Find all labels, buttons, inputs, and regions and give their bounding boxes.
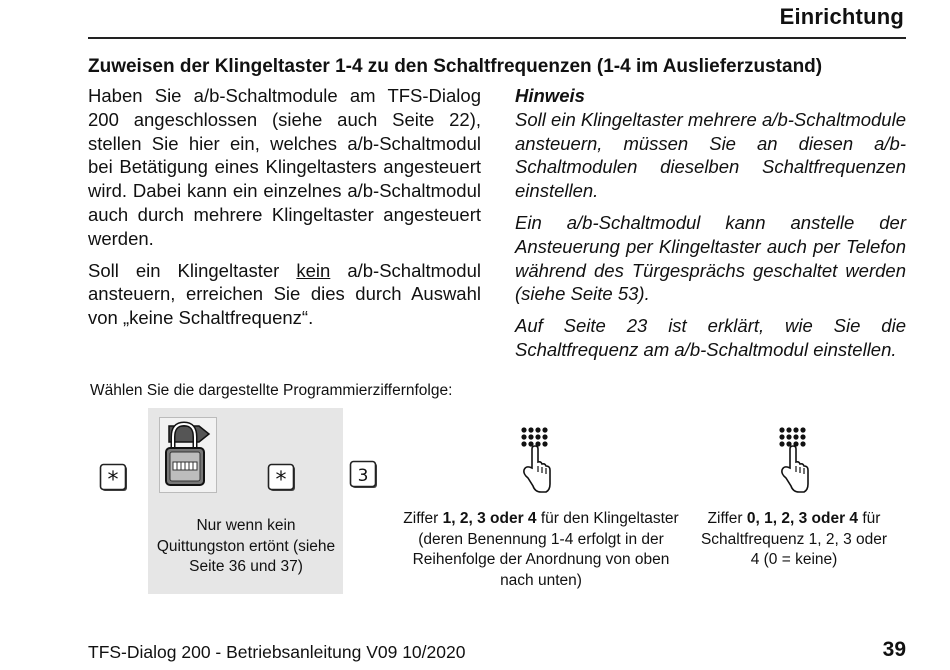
left-paragraph-1: Haben Sie a/b-Schaltmodule am TFS-Dialog 200 angeschlossen (siehe auch Seite 22), stellen Sie hier ein, welches a/b-Schaltmodul bei Betätigung eines Klingeltasters angesteuert wird. Dabei kann ein einzelnes a/b-Schaltmodul auch durch mehrere Klingeltaster angesteuert werden. [88,85,481,249]
sequence-prompt: Wählen Sie die dargestellte Programmierziffernfolge: [90,382,453,399]
left-column [88,84,481,338]
note-paragraph-2: Ein a/b-Schaltmodul kann anstelle der Ansteuerung per Klingeltaster auch per Telefon während des Türgesprächs geschaltet werden (siehe Seite 53). [515,211,906,305]
page-number: 39 [882,638,906,661]
footer-document-title: TFS-Dialog 200 - Betriebsanleitung V09 10/2020 [88,642,466,662]
note-paragraph-1: Soll ein Klingeltaster mehrere a/b-Schaltmodule ansteuern, müssen Sie an diesen a/b-Schaltmodulen dieselben Schaltfrequenzen einstellen. [515,108,906,202]
header-rule [88,37,906,39]
step1-caption-start: Ziffer [403,510,443,527]
left-paragraph-2 [88,259,481,330]
left-p2-end: a/b-Schaltmodul ansteuern, erreichen Sie dies durch Auswahl von „keine Schaltfrequenz“. [88,259,481,329]
star-key-icon [267,463,297,493]
note-paragraph-3: Auf Seite 23 ist erklärt, wie Sie die Schaltfrequenz am a/b-Schaltmodul einstellen. [515,315,906,360]
step1-caption-end: für den Klingeltaster (deren Benennung 1-4 erfolgt in der Reihenfolge der Anordnung von oben nach unten) [412,510,679,589]
note-column [515,84,906,370]
note-heading: Hinweis [515,85,585,106]
step2-caption-start: Ziffer [707,510,747,527]
underlined-kein: kein [296,259,331,281]
star-key-label: * [107,468,119,493]
section-title: Zuweisen der Klingeltaster 1-4 zu den Schaltfrequenzen (1-4 im Auslieferzustand) [88,56,823,77]
step2-caption [698,509,890,571]
digit-3-key-label: 3 [357,466,369,486]
step2-caption-end: für Schaltfrequenz 1, 2, 3 oder 4 (0 = keine) [700,510,888,568]
keypad-hand-icon [521,426,551,496]
digit-3-key-icon [349,460,379,490]
star-key-label: * [275,468,287,493]
step1-caption [398,509,684,591]
step1-caption-bold: 1, 2, 3 oder 4 [442,510,537,527]
section-header: Einrichtung [779,4,904,29]
left-p2-start: Soll ein Klingeltaster [88,259,297,281]
lock-caption: Nur wenn kein Quittungston ertönt (siehe Seite 36 und 37) [156,517,336,575]
keypad-hand-icon [779,426,809,496]
star-key-icon [99,463,129,493]
step2-caption-bold: 0, 1, 2, 3 oder 4 [746,510,859,527]
lock-icon [159,417,217,493]
